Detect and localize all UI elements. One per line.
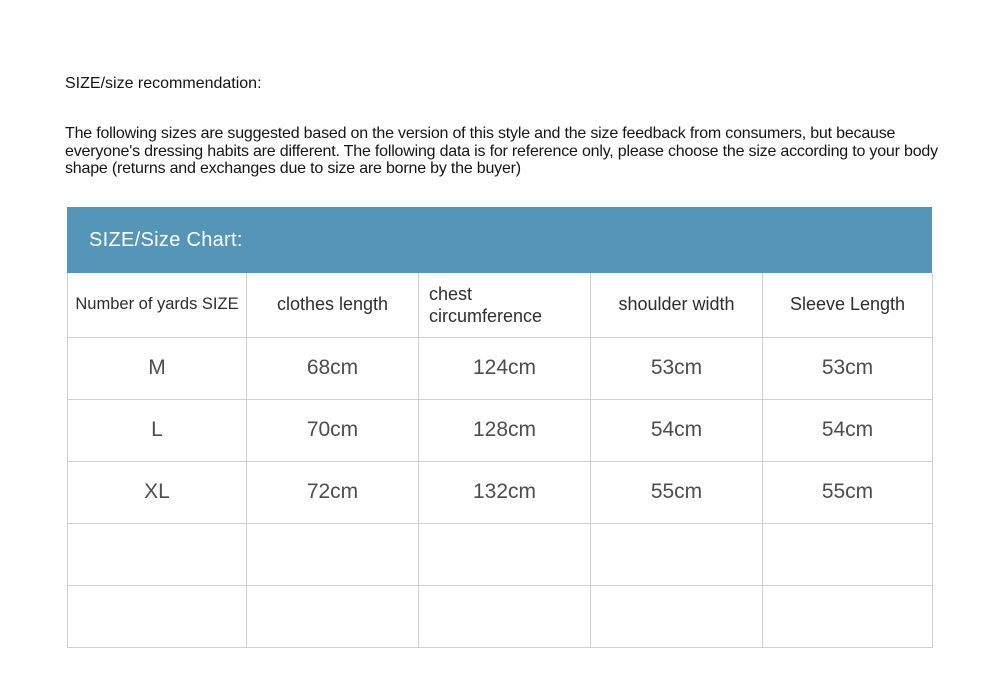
size-chart-title-bar (67, 207, 932, 273)
size-chart-title: SIZE/Size Chart: (89, 228, 243, 251)
empty-cell (763, 523, 933, 585)
chest-circumference-cell: 124cm (419, 337, 591, 399)
sleeve-length-cell: 55cm (763, 461, 933, 523)
size-chart-section (67, 207, 932, 648)
column-header-chest-circumference-label: chest circumference (429, 283, 543, 326)
empty-cell (591, 523, 763, 585)
column-header-clothes-length: clothes length (247, 273, 419, 337)
empty-cell (247, 585, 419, 647)
size-label-cell: XL (68, 461, 247, 523)
sleeve-length-cell: 54cm (763, 399, 933, 461)
size-disclaimer-text: The following sizes are suggested based on the version of this style and the size feedback from consumers, but because everyone's dressing habits are different. The following data is for reference only, please choose the size according to your body shape (returns and exchanges due to size are borne by the buyer) (65, 125, 938, 177)
clothes-length-cell: 68cm (247, 337, 419, 399)
clothes-length-cell: 72cm (247, 461, 419, 523)
empty-cell (247, 523, 419, 585)
size-recommendation-heading: SIZE/size recommendation: (65, 75, 262, 92)
shoulder-width-cell: 55cm (591, 461, 763, 523)
table-row-m (68, 337, 933, 399)
table-row-empty-1 (68, 523, 933, 585)
column-header-size: Number of yards SIZE (68, 273, 247, 337)
size-label-cell: L (68, 399, 247, 461)
clothes-length-cell: 70cm (247, 399, 419, 461)
empty-cell (419, 523, 591, 585)
empty-cell (763, 585, 933, 647)
size-table-header-row (68, 273, 933, 337)
table-row-empty-2 (68, 585, 933, 647)
empty-cell (419, 585, 591, 647)
empty-cell (591, 585, 763, 647)
column-header-sleeve-length: Sleeve Length (763, 273, 933, 337)
sleeve-length-cell: 53cm (763, 337, 933, 399)
table-row-l (68, 399, 933, 461)
shoulder-width-cell: 53cm (591, 337, 763, 399)
empty-cell (68, 585, 247, 647)
table-row-xl (68, 461, 933, 523)
size-table (67, 273, 933, 648)
empty-cell (68, 523, 247, 585)
column-header-shoulder-width: shoulder width (591, 273, 763, 337)
column-header-chest-circumference (419, 273, 591, 337)
shoulder-width-cell: 54cm (591, 399, 763, 461)
chest-circumference-cell: 128cm (419, 399, 591, 461)
size-label-cell: M (68, 337, 247, 399)
chest-circumference-cell: 132cm (419, 461, 591, 523)
